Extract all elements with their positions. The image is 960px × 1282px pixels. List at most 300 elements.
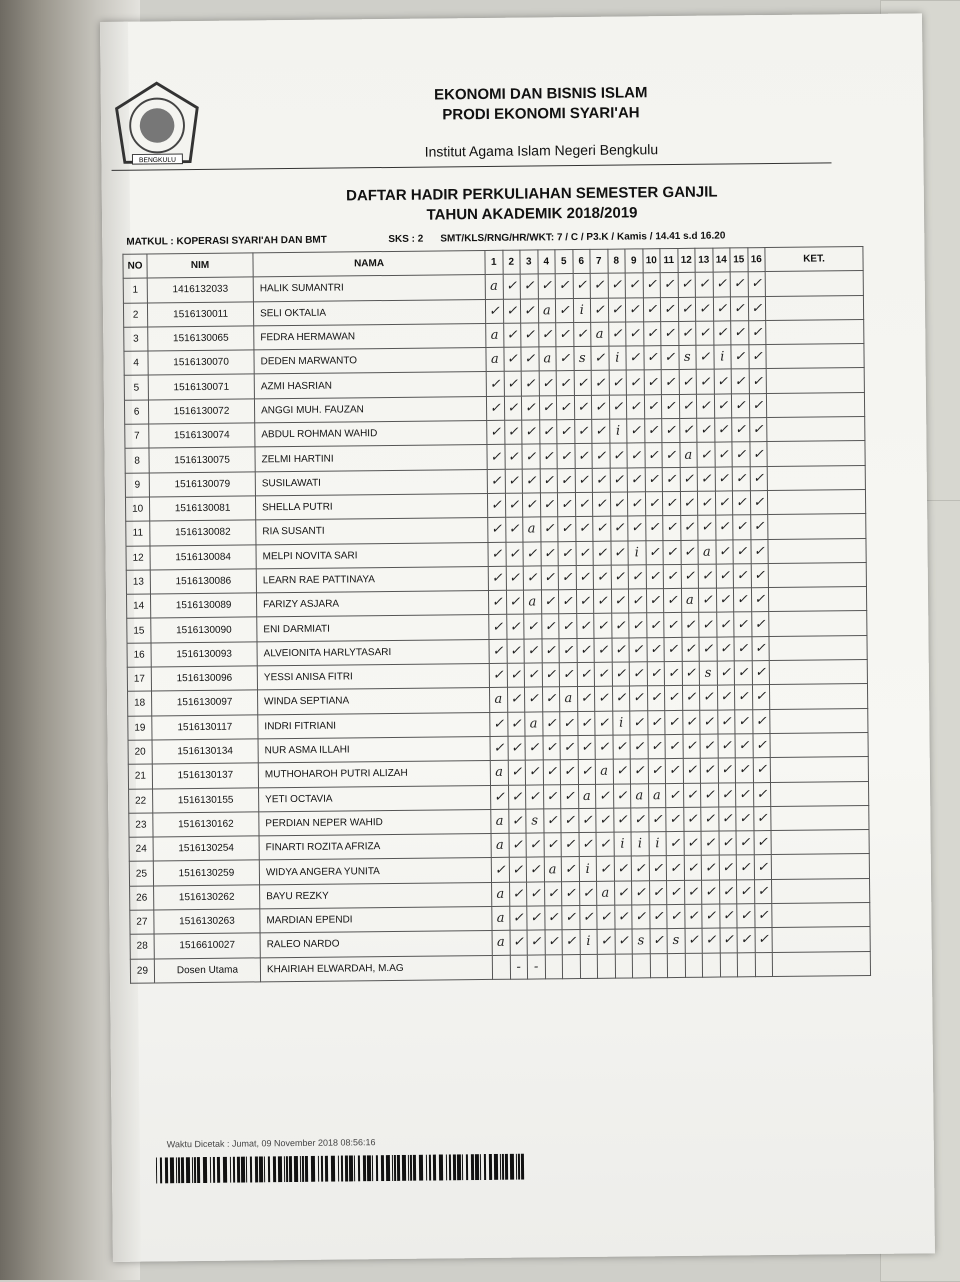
attendance-mark: ✓ — [562, 881, 580, 905]
attendance-mark: ✓ — [540, 468, 558, 492]
attendance-mark: ✓ — [508, 736, 526, 760]
attendance-mark: s — [699, 661, 717, 685]
attendance-mark: a — [491, 809, 509, 833]
attendance-mark: ✓ — [662, 467, 680, 491]
attendance-mark: ✓ — [713, 321, 731, 345]
attendance-mark: ✓ — [594, 638, 612, 662]
attendance-mark: ✓ — [748, 320, 766, 344]
attendance-mark: ✓ — [647, 662, 665, 686]
attendance-mark: ✓ — [681, 564, 699, 588]
student-nim: 1516130071 — [148, 374, 254, 399]
attendance-mark: ✓ — [715, 467, 733, 491]
attendance-mark: ✓ — [682, 686, 700, 710]
attendance-mark: ✓ — [678, 297, 696, 321]
barcode-bar — [413, 1155, 416, 1181]
student-name: AZMI HASRIAN — [254, 372, 486, 399]
attendance-mark: ✓ — [543, 760, 561, 784]
remarks-cell — [767, 417, 865, 442]
student-nim: 1516130097 — [152, 690, 258, 715]
attendance-mark: ✓ — [488, 590, 506, 614]
remarks-cell — [772, 927, 870, 952]
attendance-mark: ✓ — [700, 710, 718, 734]
attendance-mark: ✓ — [645, 516, 663, 540]
attendance-mark — [702, 953, 720, 977]
barcode-bar — [341, 1156, 343, 1182]
barcode-bar — [259, 1156, 263, 1182]
attendance-mark: ✓ — [737, 904, 755, 928]
attendance-mark: ✓ — [699, 637, 717, 661]
program-name: PRODI EKONOMI SYARI'AH — [442, 104, 640, 124]
attendance-mark: ✓ — [684, 904, 702, 928]
attendance-mark: ✓ — [644, 370, 662, 394]
attendance-mark: ✓ — [667, 904, 685, 928]
col-header-day: 7 — [590, 249, 608, 273]
attendance-mark: ✓ — [593, 541, 611, 565]
student-name: FARIZY ASJARA — [256, 591, 488, 618]
attendance-mark: ✓ — [732, 466, 750, 490]
attendance-mark: ✓ — [629, 613, 647, 637]
attendance-mark: ✓ — [486, 372, 504, 396]
attendance-mark: ✓ — [562, 930, 580, 954]
attendance-mark: ✓ — [662, 419, 680, 443]
attendance-mark: ✓ — [735, 709, 753, 733]
attendance-mark: ✓ — [626, 370, 644, 394]
attendance-mark: ✓ — [592, 468, 610, 492]
attendance-mark: ✓ — [615, 929, 633, 953]
barcode-bar — [462, 1154, 463, 1180]
remarks-cell — [767, 441, 865, 466]
barcode-bar — [446, 1154, 447, 1180]
attendance-mark: ✓ — [714, 369, 732, 393]
attendance-mark: ✓ — [575, 541, 593, 565]
row-number: 5 — [124, 375, 148, 400]
student-name: LEARN RAE PATTINAYA — [256, 566, 488, 593]
attendance-mark: ✓ — [714, 394, 732, 418]
remarks-cell — [766, 368, 864, 393]
student-name: MARDIAN EPENDI — [260, 906, 492, 933]
attendance-mark: ✓ — [736, 807, 754, 831]
barcode-bar — [237, 1157, 240, 1183]
attendance-mark: ✓ — [508, 785, 526, 809]
barcode-bar — [302, 1156, 304, 1182]
attendance-mark: a — [485, 275, 503, 299]
attendance-mark: ✓ — [505, 493, 523, 517]
attendance-mark: ✓ — [559, 638, 577, 662]
attendance-mark: ✓ — [733, 539, 751, 563]
attendance-mark: a — [559, 687, 577, 711]
barcode-bar — [294, 1156, 298, 1182]
attendance-mark: ✓ — [629, 686, 647, 710]
attendance-mark: ✓ — [555, 298, 573, 322]
attendance-mark: ✓ — [489, 663, 507, 687]
student-nim: 1516130093 — [151, 642, 257, 667]
attendance-mark: ✓ — [664, 661, 682, 685]
attendance-mark: ✓ — [503, 274, 521, 298]
barcode-bar — [170, 1157, 174, 1183]
barcode-bar — [268, 1156, 270, 1182]
attendance-mark: a — [492, 906, 510, 930]
attendance-mark: ✓ — [558, 517, 576, 541]
attendance-mark: ✓ — [702, 928, 720, 952]
attendance-mark: ✓ — [525, 760, 543, 784]
attendance-mark: ✓ — [576, 638, 594, 662]
barcode-bar — [433, 1155, 436, 1181]
barcode-bar — [505, 1154, 508, 1180]
attendance-mark: ✓ — [522, 444, 540, 468]
barcode-bar — [165, 1157, 168, 1183]
barcode-bar — [250, 1156, 252, 1182]
attendance-mark: ✓ — [736, 855, 754, 879]
attendance-mark: ✓ — [630, 735, 648, 759]
student-name: MELPI NOVITA SARI — [256, 542, 488, 569]
attendance-mark: ✓ — [527, 906, 545, 930]
remarks-cell — [769, 635, 867, 660]
attendance-mark: ✓ — [505, 517, 523, 541]
student-nim: 1516130070 — [148, 350, 254, 375]
attendance-mark: i — [713, 345, 731, 369]
barcode-bar — [176, 1157, 177, 1183]
student-nim: 1516130162 — [153, 812, 259, 837]
attendance-mark: ✓ — [646, 564, 664, 588]
attendance-mark: ✓ — [487, 420, 505, 444]
col-header-day: 6 — [572, 249, 590, 273]
attendance-mark: ✓ — [702, 880, 720, 904]
attendance-mark: ✓ — [733, 588, 751, 612]
attendance-mark: ✓ — [734, 636, 752, 660]
attendance-mark: ✓ — [559, 614, 577, 638]
attendance-mark: ✓ — [714, 418, 732, 442]
attendance-mark: ✓ — [591, 371, 609, 395]
attendance-mark: ✓ — [680, 467, 698, 491]
barcode-bar — [500, 1154, 501, 1180]
attendance-mark: ✓ — [748, 345, 766, 369]
attendance-mark: ✓ — [649, 905, 667, 929]
attendance-mark: ✓ — [539, 420, 557, 444]
remarks-cell — [769, 660, 867, 685]
attendance-mark: ✓ — [715, 539, 733, 563]
attendance-mark: ✓ — [524, 639, 542, 663]
student-name: YETI OCTAVIA — [259, 785, 491, 812]
attendance-mark: ✓ — [504, 420, 522, 444]
attendance-mark: ✓ — [735, 734, 753, 758]
attendance-mark: ✓ — [665, 734, 683, 758]
attendance-mark: i — [608, 346, 626, 370]
attendance-mark: ✓ — [593, 516, 611, 540]
attendance-mark: ✓ — [596, 857, 614, 881]
attendance-mark: ✓ — [650, 929, 668, 953]
attendance-mark: ✓ — [507, 712, 525, 736]
attendance-mark: ✓ — [575, 492, 593, 516]
attendance-mark: ✓ — [523, 541, 541, 565]
barcode-bar — [181, 1157, 184, 1183]
attendance-mark: ✓ — [718, 807, 736, 831]
attendance-mark: ✓ — [592, 444, 610, 468]
header-rule — [112, 162, 832, 171]
attendance-mark: ✓ — [520, 274, 538, 298]
attendance-mark: ✓ — [524, 663, 542, 687]
attendance-mark: ✓ — [562, 906, 580, 930]
attendance-mark: ✓ — [487, 445, 505, 469]
student-name: ZELMI HARTINI — [255, 445, 487, 472]
attendance-mark: ✓ — [696, 345, 714, 369]
attendance-mark: ✓ — [576, 590, 594, 614]
row-number: 22 — [129, 789, 153, 814]
student-nim: 1516130089 — [150, 593, 256, 618]
attendance-mark: ✓ — [713, 272, 731, 296]
attendance-mark: ✓ — [579, 905, 597, 929]
attendance-mark: ✓ — [594, 614, 612, 638]
student-nim: 1516130254 — [153, 836, 259, 861]
attendance-mark: ✓ — [660, 273, 678, 297]
barcode-bar — [160, 1157, 162, 1183]
attendance-mark — [667, 953, 685, 977]
attendance-mark: ✓ — [719, 831, 737, 855]
row-number: 24 — [129, 837, 153, 862]
attendance-mark: ✓ — [696, 394, 714, 418]
attendance-mark: a — [486, 347, 504, 371]
row-number: 2 — [123, 303, 147, 328]
attendance-mark: ✓ — [717, 661, 735, 685]
barcode-bar — [289, 1156, 292, 1182]
remarks-cell — [771, 854, 869, 879]
attendance-mark: ✓ — [557, 444, 575, 468]
attendance-mark: ✓ — [541, 566, 559, 590]
attendance-mark: ✓ — [597, 929, 615, 953]
attendance-mark: s — [678, 345, 696, 369]
attendance-mark: i — [580, 930, 598, 954]
attendance-mark: ✓ — [646, 589, 664, 613]
attendance-mark: ✓ — [697, 442, 715, 466]
attendance-mark: i — [631, 832, 649, 856]
attendance-mark: ✓ — [645, 492, 663, 516]
student-nim: 1516130155 — [153, 787, 259, 812]
attendance-mark: ✓ — [683, 807, 701, 831]
attendance-mark: ✓ — [508, 809, 526, 833]
attendance-mark: ✓ — [486, 396, 504, 420]
attendance-mark: a — [544, 857, 562, 881]
attendance-mark: ✓ — [628, 589, 646, 613]
attendance-mark: i — [579, 857, 597, 881]
attendance-mark: ✓ — [737, 879, 755, 903]
document-title: DAFTAR HADIR PERKULIAHAN SEMESTER GANJIL — [346, 183, 718, 205]
barcode-bar — [338, 1156, 339, 1182]
remarks-cell — [767, 465, 865, 490]
row-number: 7 — [125, 424, 149, 449]
attendance-mark: ✓ — [698, 515, 716, 539]
barcode-bar — [241, 1157, 245, 1183]
attendance-mark: ✓ — [679, 418, 697, 442]
student-name: SUSILAWATI — [255, 469, 487, 496]
attendance-mark: ✓ — [680, 491, 698, 515]
row-number: 23 — [129, 813, 153, 838]
attendance-mark: a — [523, 590, 541, 614]
barcode-bar — [471, 1154, 474, 1180]
attendance-mark: ✓ — [593, 589, 611, 613]
attendance-mark: ✓ — [540, 517, 558, 541]
attendance-mark: - — [510, 955, 528, 979]
course-schedule: SMT/KLS/RNG/HR/WKT: 7 / C / P3.K / Kamis / 14.41 s.d 16.20 — [440, 230, 726, 245]
row-number: 26 — [130, 886, 154, 911]
attendance-mark: ✓ — [545, 930, 563, 954]
attendance-mark: ✓ — [590, 273, 608, 297]
attendance-mark: ✓ — [660, 297, 678, 321]
attendance-mark: ✓ — [718, 782, 736, 806]
attendance-mark: a — [492, 931, 510, 955]
attendance-mark: ✓ — [734, 612, 752, 636]
attendance-mark: ✓ — [525, 736, 543, 760]
attendance-mark: ✓ — [682, 734, 700, 758]
attendance-mark: ✓ — [696, 321, 714, 345]
attendance-mark: ✓ — [608, 298, 626, 322]
barcode-bar — [354, 1155, 355, 1181]
barcode-bar — [367, 1155, 371, 1181]
print-timestamp: Waktu Dicetak : Jumat, 09 November 2018 08:56:16 — [166, 1137, 376, 1150]
student-name: ABDUL ROHMAN WAHID — [255, 421, 487, 448]
student-nim: 1416132033 — [147, 277, 253, 302]
barcode-bar — [264, 1156, 265, 1182]
attendance-mark: s — [632, 929, 650, 953]
barcode-bar — [510, 1154, 514, 1180]
attendance-mark: s — [667, 929, 685, 953]
barcode-bar — [408, 1155, 409, 1181]
attendance-mark: ✓ — [522, 493, 540, 517]
attendance-mark: ✓ — [539, 396, 557, 420]
row-number: 17 — [127, 667, 151, 692]
attendance-mark: ✓ — [680, 540, 698, 564]
attendance-mark: ✓ — [684, 831, 702, 855]
attendance-mark: ✓ — [504, 372, 522, 396]
col-header-ket: KET. — [765, 247, 863, 272]
attendance-mark: ✓ — [628, 565, 646, 589]
barcode-bar — [156, 1157, 157, 1183]
attendance-mark: ✓ — [521, 396, 539, 420]
attendance-mark: ✓ — [613, 784, 631, 808]
attendance-mark: ✓ — [613, 759, 631, 783]
attendance-mark: a — [489, 688, 507, 712]
attendance-mark: ✓ — [577, 662, 595, 686]
col-header-day: 15 — [730, 248, 748, 272]
student-name: SHELLA PUTRI — [255, 493, 487, 520]
attendance-mark: ✓ — [610, 541, 628, 565]
attendance-mark: ✓ — [750, 515, 768, 539]
attendance-mark: ✓ — [542, 687, 560, 711]
attendance-mark: ✓ — [577, 735, 595, 759]
attendance-mark: ✓ — [592, 419, 610, 443]
barcode-bar — [494, 1154, 498, 1180]
barcode-bar — [246, 1157, 247, 1183]
student-name: FEDRA HERMAWAN — [254, 323, 486, 350]
attendance-mark: ✓ — [696, 370, 714, 394]
barcode-bar — [466, 1154, 468, 1180]
attendance-mark: ✓ — [527, 930, 545, 954]
attendance-mark: ✓ — [610, 492, 628, 516]
barcode-bar — [480, 1154, 481, 1180]
attendance-mark: ✓ — [575, 468, 593, 492]
attendance-mark: s — [526, 809, 544, 833]
student-nim: 1516130090 — [151, 617, 257, 642]
attendance-mark: ✓ — [609, 443, 627, 467]
attendance-mark — [650, 953, 668, 977]
attendance-mark: ✓ — [556, 347, 574, 371]
attendance-mark — [580, 954, 598, 978]
row-number: 11 — [126, 521, 150, 546]
attendance-mark: ✓ — [488, 542, 506, 566]
attendance-mark: ✓ — [625, 273, 643, 297]
barcode-bar — [392, 1155, 393, 1181]
attendance-mark: ✓ — [591, 395, 609, 419]
row-number: 1 — [123, 278, 147, 303]
attendance-mark: ✓ — [523, 566, 541, 590]
attendance-mark: ✓ — [645, 540, 663, 564]
attendance-mark: ✓ — [609, 395, 627, 419]
attendance-mark: ✓ — [665, 759, 683, 783]
student-nim: 1516130262 — [154, 885, 260, 910]
barcode-bar — [429, 1155, 431, 1181]
attendance-mark: ✓ — [505, 469, 523, 493]
attendance-mark: ✓ — [716, 637, 734, 661]
remarks-cell — [768, 538, 866, 563]
attendance-mark: ✓ — [716, 588, 734, 612]
attendance-mark: ✓ — [697, 418, 715, 442]
attendance-mark: ✓ — [614, 856, 632, 880]
student-nim: 1516130137 — [152, 763, 258, 788]
attendance-mark: ✓ — [561, 833, 579, 857]
attendance-mark: ✓ — [750, 539, 768, 563]
remarks-cell — [771, 830, 869, 855]
attendance-mark: ✓ — [731, 321, 749, 345]
barcode-bar — [345, 1155, 348, 1181]
student-nim: 1516130079 — [149, 472, 255, 497]
remarks-cell — [766, 392, 864, 417]
barcode-bar — [223, 1157, 227, 1183]
attendance-mark: ✓ — [544, 881, 562, 905]
attendance-mark: ✓ — [539, 444, 557, 468]
attendance-mark: ✓ — [506, 590, 524, 614]
barcode-bar — [475, 1154, 479, 1180]
attendance-mark: a — [591, 322, 609, 346]
attendance-mark: ✓ — [597, 905, 615, 929]
institution-name: Institut Agama Islam Negeri Bengkulu — [424, 141, 659, 160]
remarks-cell — [770, 708, 868, 733]
attendance-mark: ✓ — [752, 685, 770, 709]
student-name: SELI OKTALIA — [253, 299, 485, 326]
student-name: NUR ASMA ILLAHI — [258, 736, 490, 763]
barcode-bar — [213, 1157, 215, 1183]
attendance-mark: ✓ — [590, 298, 608, 322]
attendance-mark: ✓ — [733, 564, 751, 588]
barcode-bar — [457, 1154, 461, 1180]
student-name: ENI DARMIATI — [257, 615, 489, 642]
attendance-mark — [720, 952, 738, 976]
attendance-mark: ✓ — [700, 758, 718, 782]
student-nim: 1516130011 — [147, 302, 253, 327]
attendance-mark: ✓ — [750, 491, 768, 515]
attendance-mark: ✓ — [610, 516, 628, 540]
attendance-mark: i — [649, 832, 667, 856]
attendance-mark: ✓ — [503, 299, 521, 323]
col-header-day: 13 — [695, 248, 713, 272]
attendance-mark: ✓ — [527, 882, 545, 906]
attendance-mark: ✓ — [701, 831, 719, 855]
barcode-bar — [300, 1156, 301, 1182]
attendance-mark: ✓ — [488, 518, 506, 542]
attendance-mark: ✓ — [556, 395, 574, 419]
attendance-mark: ✓ — [630, 759, 648, 783]
attendance-mark: ✓ — [504, 396, 522, 420]
student-name: WIDYA ANGERA YUNITA — [259, 858, 491, 885]
attendance-mark: a — [578, 784, 596, 808]
attendance-mark: ✓ — [485, 299, 503, 323]
